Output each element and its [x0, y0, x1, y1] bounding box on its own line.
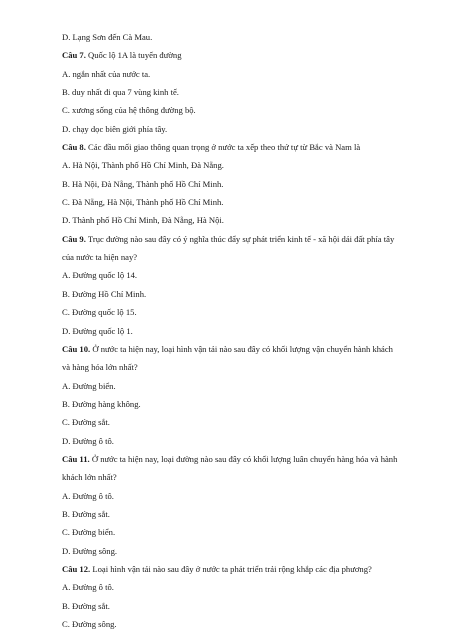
- question-text: Các đầu mối giao thông quan trọng ở nước ta xếp theo thứ tự từ Bắc và Nam là: [85, 142, 361, 153]
- answer-option: và hàng hóa lớn nhất?: [62, 362, 138, 373]
- answer-option: C. Đường sắt.: [62, 417, 110, 428]
- answer-option: A. Đường ô tô.: [62, 490, 114, 501]
- answer-option: A. Hà Nội, Thành phố Hồ Chí Minh, Đà Nẵng.: [62, 160, 224, 171]
- answer-option: C. Đà Nẵng, Hà Nội, Thành phố Hồ Chí Minh.: [62, 197, 224, 208]
- answer-option: C. Đường quốc lộ 15.: [62, 307, 137, 318]
- answer-option: D. Lạng Sơn đến Cà Mau.: [62, 32, 153, 42]
- question-text: Ở nước ta hiện nay, loại đường nào sau đây có khối lượng luân chuyển hàng hóa và hành: [89, 453, 398, 464]
- question-number: Câu 9.: [62, 233, 86, 244]
- question-line: [62, 454, 410, 465]
- question-number: Câu 8.: [62, 142, 86, 153]
- answer-option: D. Đường quốc lộ 1.: [62, 325, 133, 336]
- question-text: Ở nước ta hiện nay, loại hình vận tải nào sau đây có khối lượng vận chuyển hành khách: [90, 343, 393, 354]
- answer-option: B. Đường Hồ Chí Minh.: [62, 288, 147, 299]
- answer-option: B. Hà Nội, Đà Nẵng, Thành phố Hồ Chí Minh.: [62, 178, 224, 189]
- answer-option: D. Thành phố Hồ Chí Minh, Đà Nẵng, Hà Nội.: [62, 215, 224, 226]
- answer-option: C. xương sống của hệ thông đường bộ.: [62, 105, 196, 116]
- question-number: Câu 12.: [62, 563, 91, 574]
- question-number: Câu 7.: [62, 50, 86, 61]
- answer-option: A. Đường biển.: [62, 380, 116, 391]
- question-number: Câu 11.: [62, 453, 90, 464]
- answer-option: C. Đường sông.: [62, 619, 117, 629]
- answer-option: B. Đường sắt.: [62, 600, 110, 611]
- question-line: [62, 564, 410, 575]
- question-text: Loại hình vận tải nào sau đây ở nước ta phát triển trải rộng khắp các địa phương?: [90, 563, 372, 574]
- answer-option: C. Đường biển.: [62, 527, 116, 538]
- answer-option: A. ngắn nhất của nước ta.: [62, 68, 151, 79]
- answer-option: A. Đường ô tô.: [62, 582, 114, 593]
- answer-option: B. Đường hàng không.: [62, 398, 141, 409]
- question-text: Trục đường nào sau đây có ý nghĩa thúc đẩy sự phát triển kinh tế - xã hội dải đất phía tây: [85, 233, 395, 244]
- answer-option: D. chạy dọc biên giới phía tây.: [62, 123, 168, 134]
- question-line: [62, 234, 410, 245]
- answer-option: D. Đường ô tô.: [62, 435, 114, 446]
- answer-option: B. duy nhất đi qua 7 vùng kinh tế.: [62, 87, 179, 98]
- question-line: [62, 142, 410, 153]
- answer-option: D. Đường sông.: [62, 545, 118, 556]
- question-line: [62, 50, 410, 61]
- answer-option: khách lớn nhất?: [62, 472, 117, 483]
- answer-option: B. Đường sắt.: [62, 508, 110, 519]
- question-text: Quốc lộ 1A là tuyến đường: [85, 50, 182, 61]
- question-number: Câu 10.: [62, 343, 91, 354]
- answer-option: của nước ta hiện nay?: [62, 252, 138, 263]
- question-line: [62, 344, 410, 355]
- answer-option: A. Đường quốc lộ 14.: [62, 270, 138, 281]
